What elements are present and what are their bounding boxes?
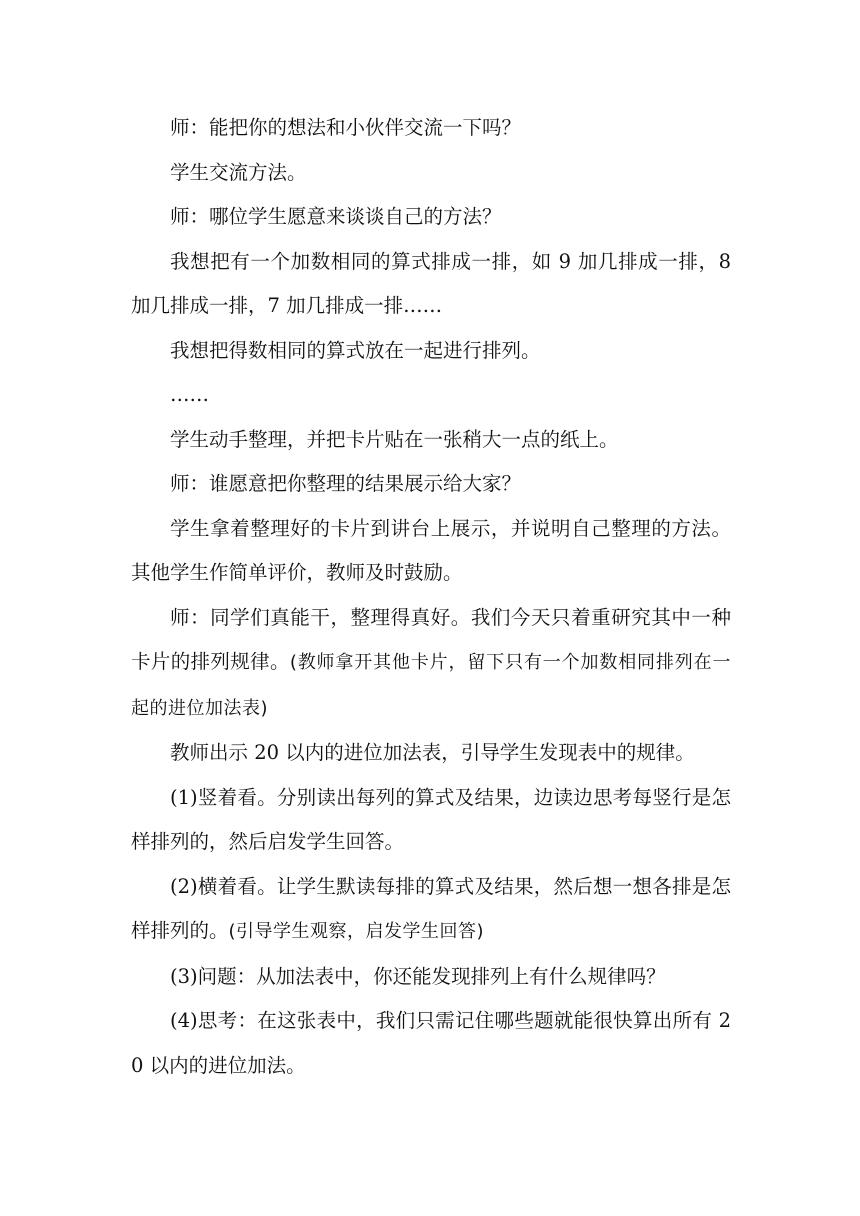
paragraph (131, 596, 731, 732)
paragraph-text: 师：同学们真能干，整理得真好。我们今天只着重研究其中一种卡片的排列规律。 (131, 605, 731, 673)
paragraph-note: (引导学生观察，启发学生回答) (228, 921, 485, 942)
paragraph (131, 865, 731, 955)
paragraph-note: (教师拿开其他卡片，留下只有一个加数相同排列在一起的进位加法表) (131, 652, 731, 719)
paragraph: 教师出示 20 以内的进位加法表，引导学生发现表中的规律。 (170, 741, 695, 764)
document-body (131, 106, 731, 1088)
paragraph: (4)思考：在这张表中，我们只需记住哪些题就能很快算出所有 20 以内的进位加法。 (131, 1009, 731, 1077)
paragraph-text: (2)横着看。让学生默读每排的算式及结果，然后想一想各排是怎样排列的。 (131, 874, 731, 942)
paragraph: (3)问题：从加法表中，你还能发现排列上有什么规律吗？ (170, 964, 666, 988)
paragraph: 学生动手整理，并把卡片贴在一张稍大一点的纸上。 (170, 427, 619, 451)
paragraph: 师：谁愿意把你整理的结果展示给大家？ (170, 472, 522, 495)
paragraph: 我想把得数相同的算式放在一起进行排列。 (170, 338, 541, 362)
paragraph: 学生交流方法。 (170, 160, 307, 184)
paragraph: …… (170, 383, 209, 406)
paragraph: 师：能把你的想法和小伙伴交流一下吗？ (170, 116, 522, 139)
paragraph: 我想把有一个加数相同的算式排成一排，如 9 加几排成一排，8 加几排成一排，7 加几排成一排…… (131, 249, 731, 317)
paragraph: 师：哪位学生愿意来谈谈自己的方法？ (170, 205, 502, 228)
paragraph: 学生拿着整理好的卡片到讲台上展示，并说明自己整理的方法。其他学生作简单评价，教师及时鼓励。 (131, 516, 731, 584)
paragraph: (1)竖着看。分别读出每列的算式及结果，边读边思考每竖行是怎样排列的，然后启发学生回答。 (131, 785, 731, 853)
